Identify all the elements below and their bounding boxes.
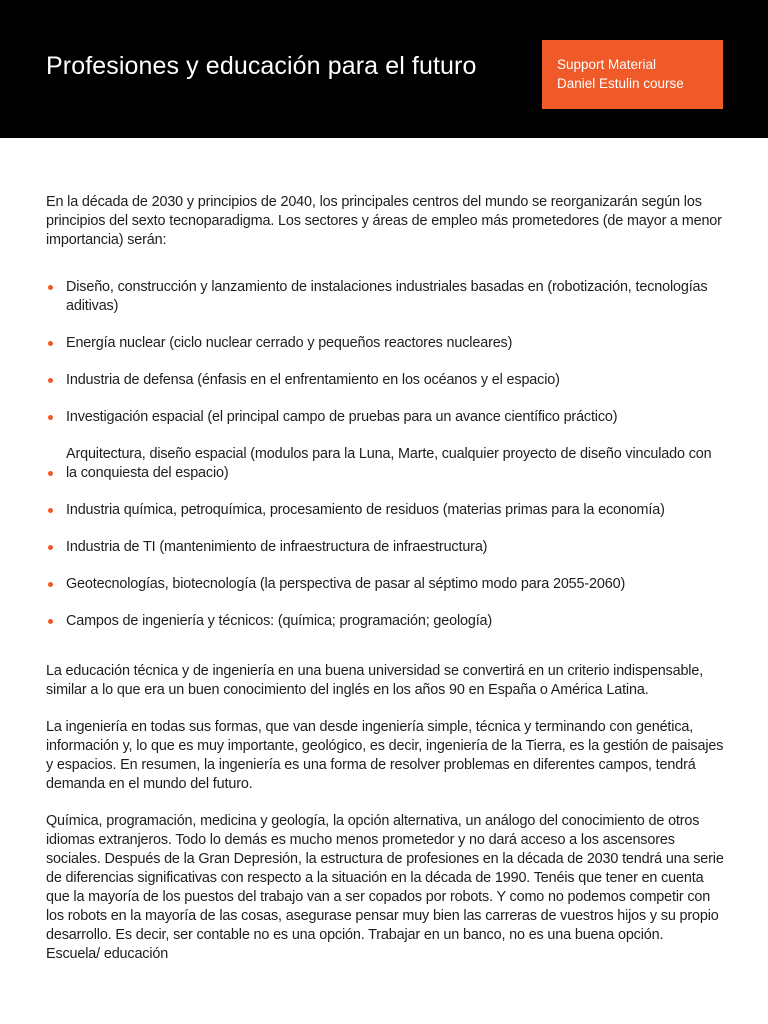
engineering-paragraph: La ingeniería en todas sus formas, que van desde ingeniería simple, técnica y terminando con genética, información y, lo que es muy importante, geológico, es decir, ingeniería de la Tierra, es la gestión de paisajes y espacios. En resumen, la ingeniería es una forma de resolver problemas en diferentes campos, tendrá demanda en el mundo del futuro. — [46, 719, 724, 792]
bullet-dot-icon — [48, 415, 53, 420]
list-item-text: Geotecnologías, biotecnología (la perspectiva de pasar al séptimo modo para 2055-2060) — [66, 576, 626, 592]
list-item-text: Industria química, petroquímica, procesamiento de residuos (materias primas para la economía) — [66, 502, 665, 518]
bullet-dot-icon — [48, 545, 53, 550]
list-item — [46, 445, 726, 483]
list-item-text: Campos de ingeniería y técnicos: (química; programación; geología) — [66, 613, 493, 629]
list-item — [46, 371, 726, 390]
badge-line-course: Daniel Estulin course — [557, 76, 684, 91]
intro-paragraph: En la década de 2030 y principios de 2040, los principales centros del mundo se reorganizarán según los principios del sexto tecnoparadigma. Los sectores y áreas de empleo más prometedores (de mayor a menor importancia) serán: — [46, 194, 722, 248]
bullet-dot-icon — [48, 341, 53, 346]
document-body — [46, 193, 726, 964]
list-item — [46, 612, 726, 631]
list-item-text: Energía nuclear (ciclo nuclear cerrado y pequeños reactores nucleares) — [66, 335, 513, 351]
page-header — [0, 0, 768, 138]
list-item — [46, 278, 726, 316]
list-item — [46, 501, 726, 520]
bullet-dot-icon — [48, 378, 53, 383]
sector-list — [46, 278, 726, 631]
education-paragraph: La educación técnica y de ingeniería en una buena universidad se convertirá en un criterio indispensable, similar a lo que era un buen conocimiento del inglés en los años 90 en España o América Latina. — [46, 663, 704, 698]
list-item — [46, 408, 726, 427]
list-item-text: Diseño, construcción y lanzamiento de instalaciones industriales basadas en (robotización, tecnologías aditivas) — [66, 279, 708, 314]
page-title: Profesiones y educación para el futuro — [46, 52, 477, 80]
list-item-text: Investigación espacial (el principal campo de pruebas para un avance científico práctico) — [66, 409, 618, 425]
course-badge — [542, 40, 723, 109]
bullet-dot-icon — [48, 582, 53, 587]
closing-line: Escuela/ educación — [46, 946, 169, 962]
bullet-dot-icon — [48, 471, 53, 476]
professions-paragraph: Química, programación, medicina y geología, la opción alternativa, un análogo del conocimiento de otros idiomas extranjeros. Todo lo demás es mucho menos prometedor y no dará acceso a los ascensores sociales. Después de la Gran Depresión, la estructura de profesiones en la década de 2030 tendrá una serie de diferencias significativas con respecto a la situación en la década de 1990. Tenéis que tener en cuenta que la mayoría de los puestos del trabajo van a ser copados por robots. Y como no podemos competir con los robots en la mayoría de las cosas, asegurase pensar muy bien las carreras de vuestros hijos y su propio desarrollo. Es decir, ser contable no es una opción. Trabajar en un banco, no es una buena opción. — [46, 813, 724, 943]
list-item-text: Arquitectura, diseño espacial (modulos para la Luna, Marte, cualquier proyecto de diseño vinculado con la conquiesta del espacio) — [66, 446, 712, 481]
list-item-text: Industria de TI (mantenimiento de infraestructura de infraestructura) — [66, 539, 488, 555]
bullet-dot-icon — [48, 508, 53, 513]
bullet-dot-icon — [48, 285, 53, 290]
list-item — [46, 538, 726, 557]
badge-line-support: Support Material — [557, 57, 657, 72]
list-item — [46, 334, 726, 353]
list-item — [46, 575, 726, 594]
list-item-text: Industria de defensa (énfasis en el enfrentamiento en los océanos y el espacio) — [66, 372, 560, 388]
bullet-dot-icon — [48, 619, 53, 624]
